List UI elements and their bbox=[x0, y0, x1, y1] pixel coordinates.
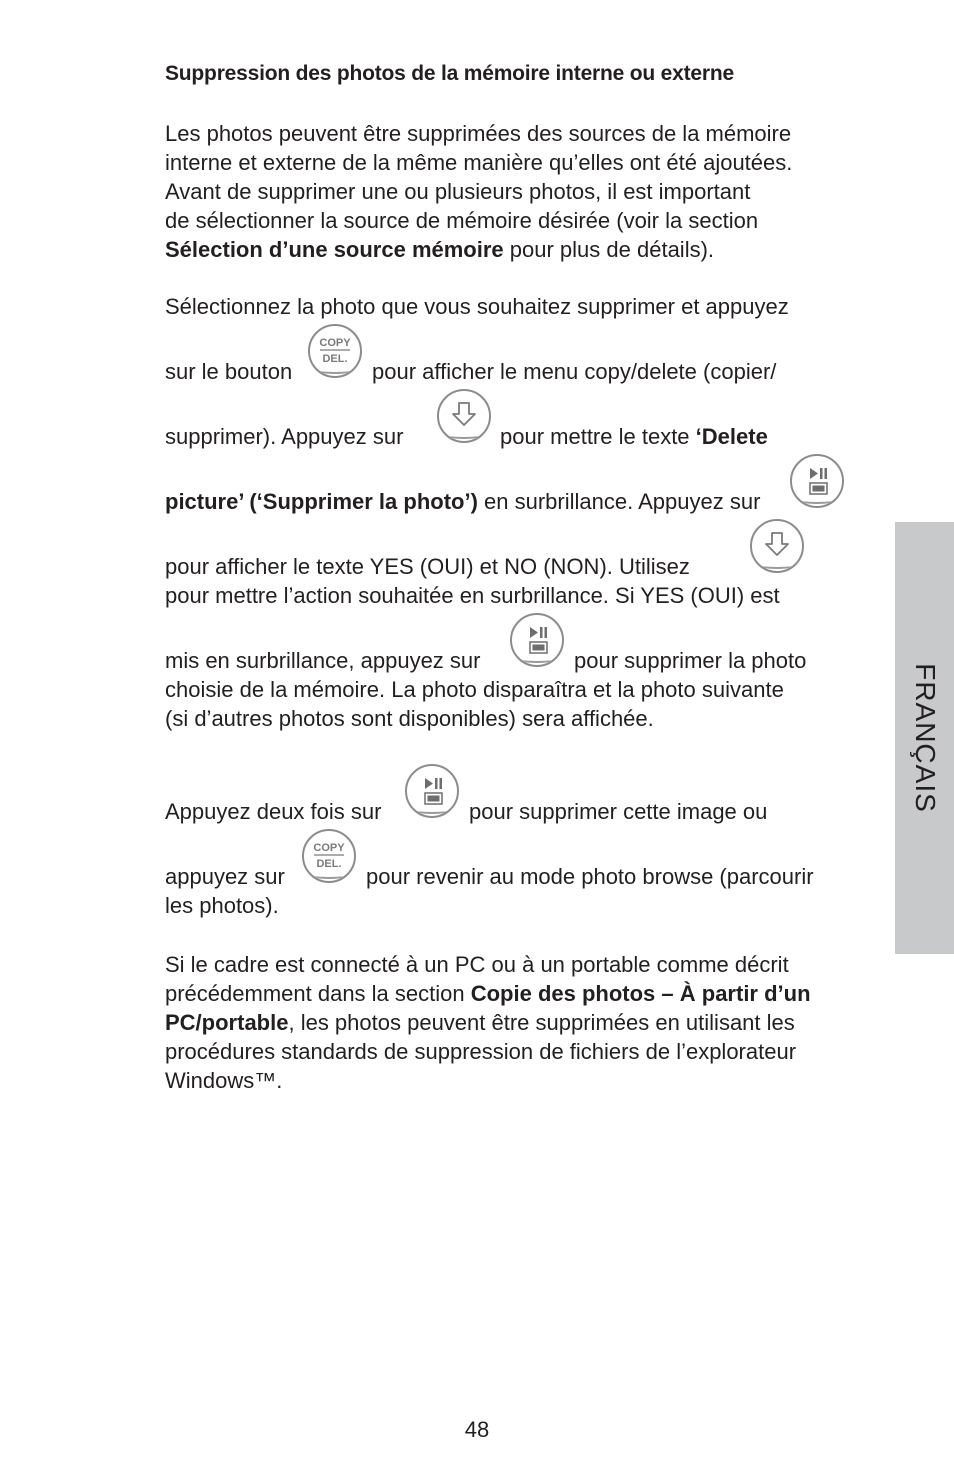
play-pause-button-icon bbox=[790, 454, 844, 508]
twice-line-1a: Appuyez deux fois sur bbox=[165, 799, 382, 824]
step-line-2b: pour afficher le menu copy/delete (copier/ bbox=[372, 359, 777, 384]
step-line-2a: sur le bouton bbox=[165, 359, 293, 384]
intro-line-3: Avant de supprimer une ou plusieurs photos, il est important bbox=[165, 179, 751, 204]
pc-line-5: Windows™. bbox=[165, 1068, 283, 1093]
intro-paragraph bbox=[165, 119, 855, 264]
copy-label: COPY bbox=[313, 842, 345, 854]
intro-line-5: Sélection d’une source mémoire pour plus de détails). bbox=[165, 237, 715, 262]
step-line-4: picture’ (‘Supprimer la photo’) en surbrillance. Appuyez sur bbox=[165, 489, 761, 514]
down-arrow-button-icon bbox=[437, 389, 491, 443]
language-label: FRANÇAIS bbox=[909, 663, 941, 813]
play-pause-button-icon bbox=[405, 764, 459, 818]
copy-del-button-icon bbox=[308, 324, 362, 378]
pc-paragraph bbox=[165, 950, 855, 1095]
twice-line-2b: pour revenir au mode photo browse (parcourir bbox=[366, 864, 814, 889]
step-line-9: (si d’autres photos sont disponibles) sera affichée. bbox=[165, 706, 654, 731]
del-label: DEL. bbox=[316, 858, 342, 870]
memory-source-ref: Sélection d’une source mémoire bbox=[165, 237, 504, 262]
language-side-tab bbox=[895, 522, 954, 954]
intro-line-2: interne et externe de la même manière qu’elles ont été ajoutées. bbox=[165, 150, 793, 175]
step-line-7b: pour supprimer la photo bbox=[574, 648, 807, 673]
copy-label: COPY bbox=[319, 337, 351, 349]
pc-line-1: Si le cadre est connecté à un PC ou à un portable comme décrit bbox=[165, 952, 789, 977]
step-line-6: pour mettre l’action souhaitée en surbrillance. Si YES (OUI) est bbox=[165, 583, 780, 608]
step-line-5: pour afficher le texte YES (OUI) et NO (NON). Utilisez bbox=[165, 554, 690, 579]
pc-line-2: précédemment dans la section Copie des photos – À partir d’un bbox=[165, 981, 811, 1006]
step-line-3b: pour mettre le texte ‘Delete bbox=[500, 424, 768, 449]
down-arrow-button-icon bbox=[750, 519, 804, 573]
pc-line-3: PC/portable, les photos peuvent être supprimées en utilisant les bbox=[165, 1010, 795, 1035]
intro-line-4: de sélectionner la source de mémoire désirée (voir la section bbox=[165, 208, 759, 233]
page-number: 48 bbox=[464, 1417, 490, 1442]
intro-line-1: Les photos peuvent être supprimées des sources de la mémoire bbox=[165, 121, 792, 146]
step-line-1: Sélectionnez la photo que vous souhaitez supprimer et appuyez bbox=[165, 294, 789, 319]
section-heading: Suppression des photos de la mémoire interne ou externe bbox=[165, 62, 734, 85]
del-label: DEL. bbox=[322, 353, 348, 365]
twice-line-1b: pour supprimer cette image ou bbox=[469, 799, 768, 824]
step-line-7a: mis en surbrillance, appuyez sur bbox=[165, 648, 481, 673]
copy-del-button-icon bbox=[302, 829, 356, 883]
play-pause-button-icon bbox=[510, 613, 564, 667]
twice-line-3: les photos). bbox=[165, 893, 279, 918]
step-line-3a: supprimer). Appuyez sur bbox=[165, 424, 404, 449]
step-line-8: choisie de la mémoire. La photo disparaîtra et la photo suivante bbox=[165, 677, 784, 702]
twice-line-2a: appuyez sur bbox=[165, 864, 285, 889]
pc-line-4: procédures standards de suppression de fichiers de l’explorateur bbox=[165, 1039, 797, 1064]
